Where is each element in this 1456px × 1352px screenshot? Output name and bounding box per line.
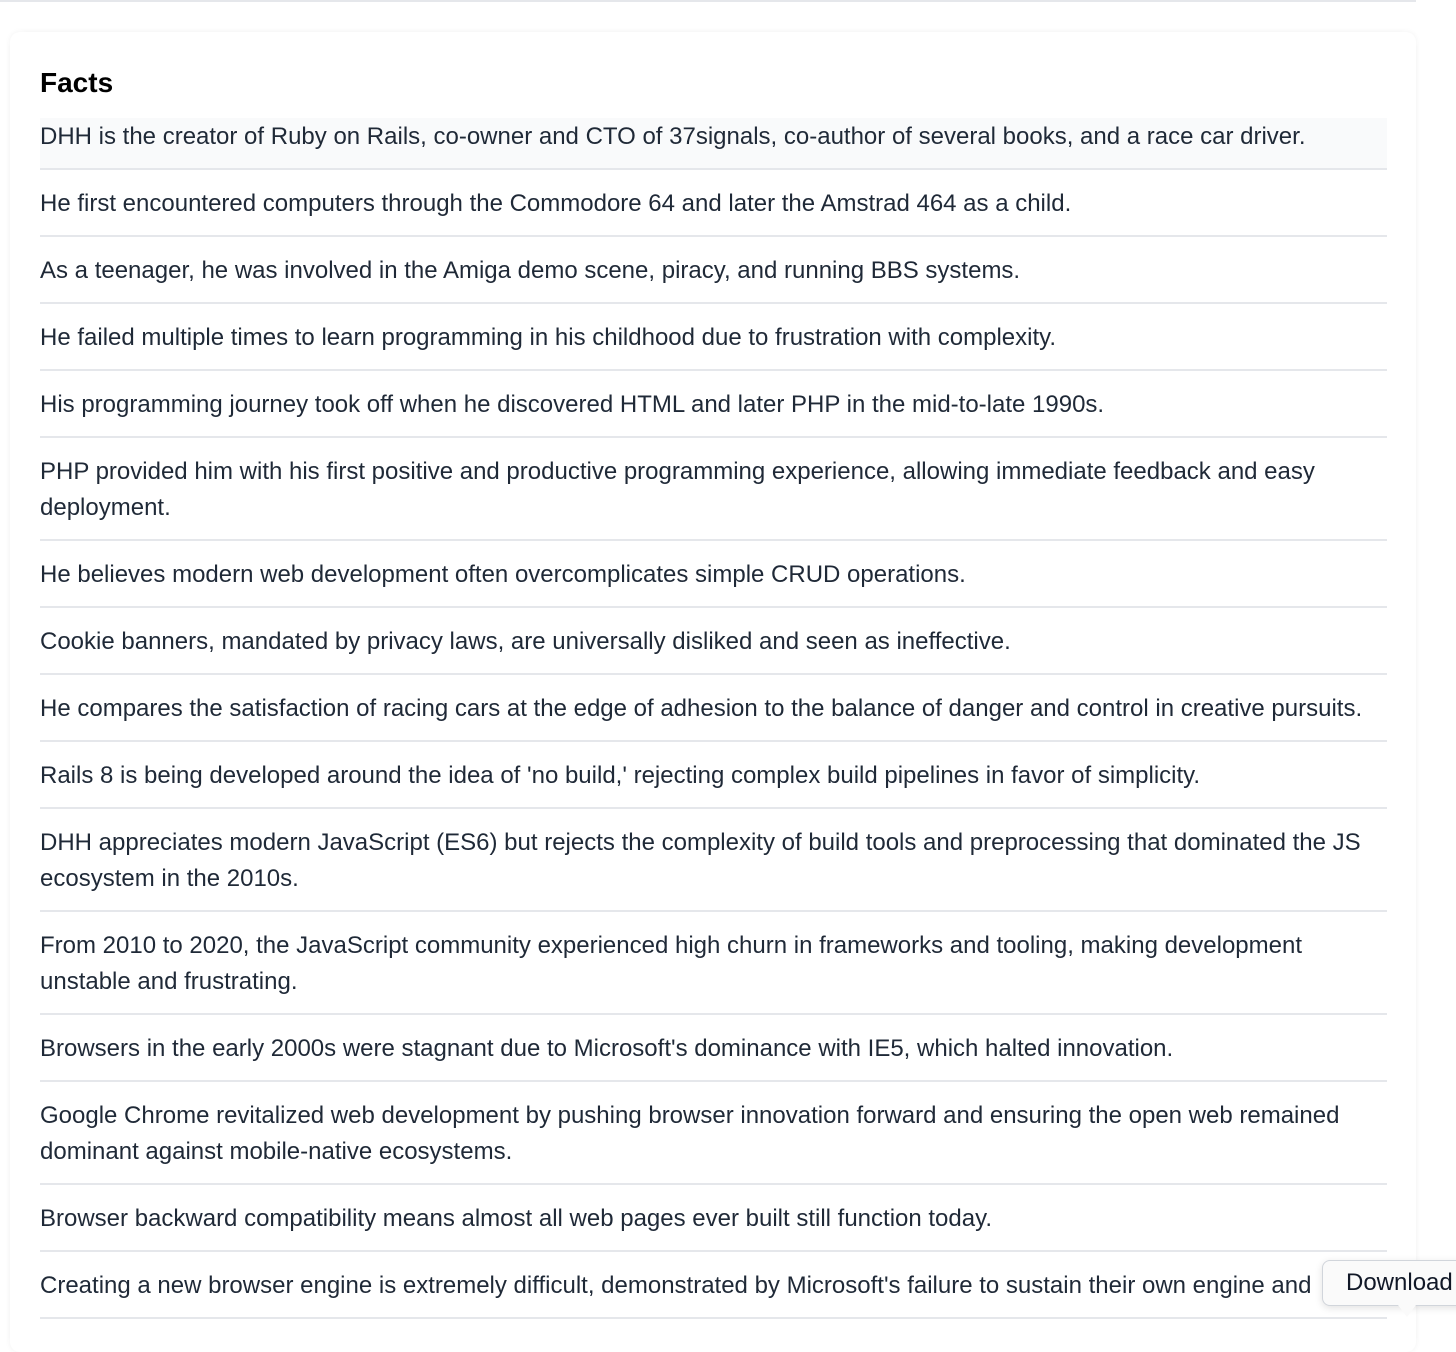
section-title: Facts xyxy=(40,67,114,98)
fact-item: He failed multiple times to learn programming in his childhood due to frustration with complexity. xyxy=(40,304,1387,371)
fact-item: He first encountered computers through the Commodore 64 and later the Amstrad 464 as a child. xyxy=(40,170,1387,237)
fact-item: Browser backward compatibility means almost all web pages ever built still function today. xyxy=(40,1185,1387,1252)
tooltip-caret xyxy=(1398,1305,1416,1317)
fact-item: His programming journey took off when he discovered HTML and later PHP in the mid-to-late 1990s. xyxy=(40,371,1387,438)
facts-card xyxy=(10,32,1416,1352)
fact-item: Rails 8 is being developed around the idea of 'no build,' rejecting complex build pipelines in favor of simplicity. xyxy=(40,742,1387,809)
fact-item: DHH is the creator of Ruby on Rails, co-owner and CTO of 37signals, co-author of several books, and a race car driver. xyxy=(40,118,1387,170)
download-tooltip[interactable]: Download xyxy=(1322,1260,1456,1306)
top-divider xyxy=(0,0,1416,2)
fact-item: Cookie banners, mandated by privacy laws, are universally disliked and seen as ineffective. xyxy=(40,608,1387,675)
fact-item: DHH appreciates modern JavaScript (ES6) but rejects the complexity of build tools and preprocessing that dominated the JS ecosystem in the 2010s. xyxy=(40,809,1387,912)
fact-item: Creating a new browser engine is extremely difficult, demonstrated by Microsoft's failure to sustain their own engine and xyxy=(40,1252,1387,1319)
fact-item: As a teenager, he was involved in the Amiga demo scene, piracy, and running BBS systems. xyxy=(40,237,1387,304)
fact-item: Google Chrome revitalized web development by pushing browser innovation forward and ensuring the open web remained dominant against mobile-native ecosystems. xyxy=(40,1082,1387,1185)
fact-item: Browsers in the early 2000s were stagnant due to Microsoft's dominance with IE5, which halted innovation. xyxy=(40,1015,1387,1082)
fact-item: PHP provided him with his first positive and productive programming experience, allowing immediate feedback and easy deployment. xyxy=(40,438,1387,541)
fact-item: He believes modern web development often overcomplicates simple CRUD operations. xyxy=(40,541,1387,608)
facts-list xyxy=(40,118,1387,1319)
fact-item: From 2010 to 2020, the JavaScript community experienced high churn in frameworks and tooling, making development unstable and frustrating. xyxy=(40,912,1387,1015)
fact-item: He compares the satisfaction of racing cars at the edge of adhesion to the balance of danger and control in creative pursuits. xyxy=(40,675,1387,742)
